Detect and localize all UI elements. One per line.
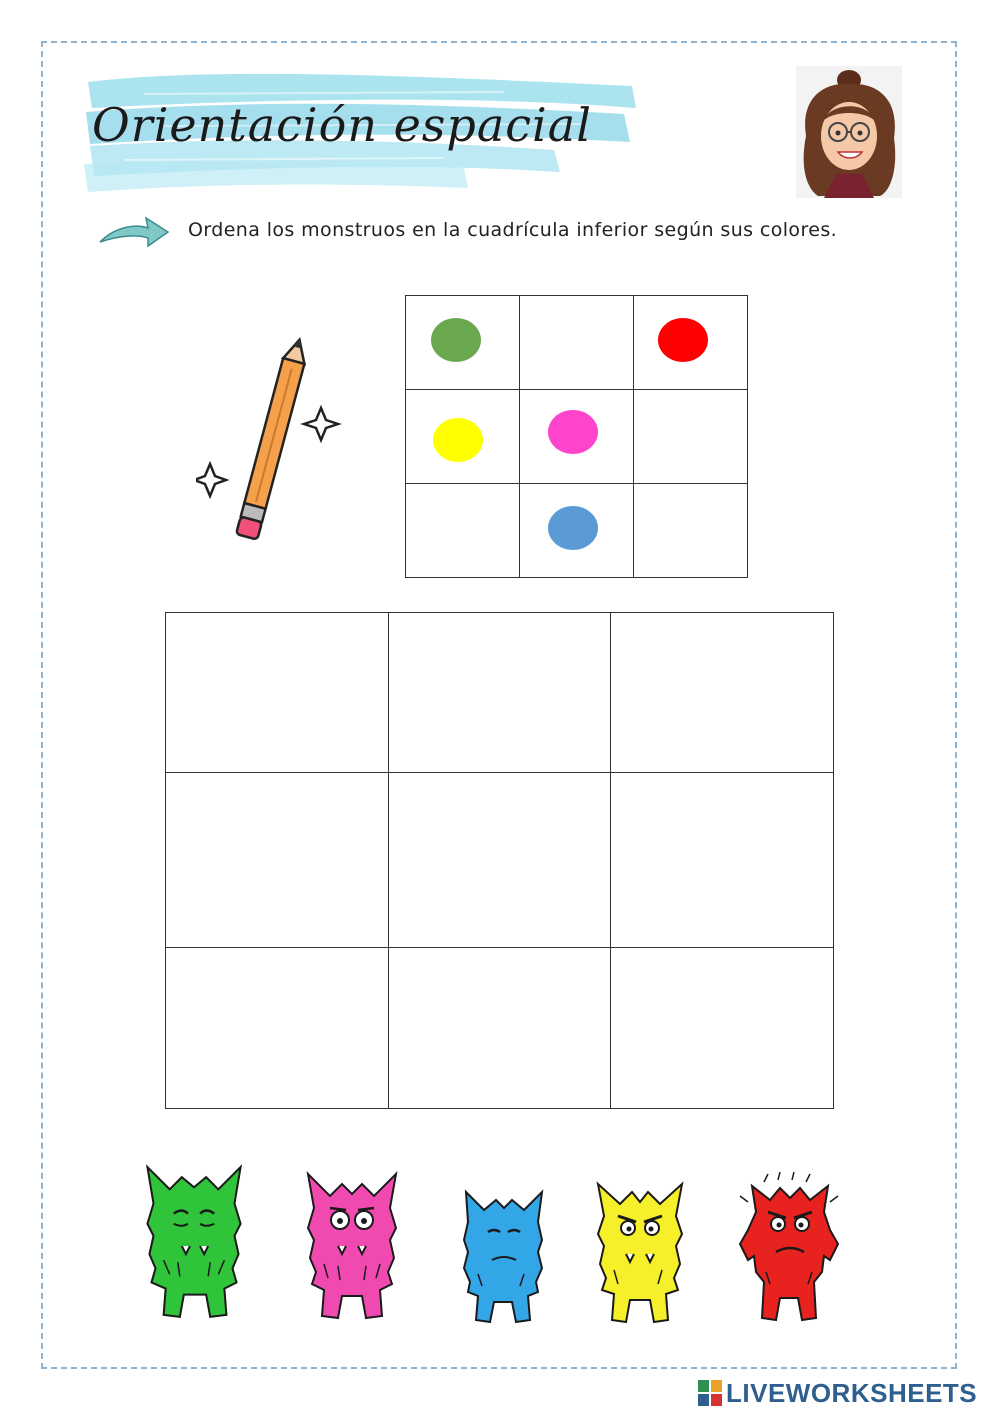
pencil-icon [196,336,346,556]
drop-cell-r2c2[interactable] [388,773,611,948]
blue-monster[interactable] [458,1188,548,1326]
key-cell [634,390,748,484]
key-cell [634,484,748,578]
key-cell [520,390,634,484]
yellow-dot [433,418,483,462]
drop-cell-r3c2[interactable] [388,948,611,1109]
drop-cell-r2c3[interactable] [611,773,834,948]
key-cell [406,390,520,484]
drop-cell-r1c1[interactable] [166,613,389,773]
green-monster[interactable] [143,1163,245,1325]
footer-brand: LIVEWORKSHEETS [726,1377,978,1408]
drop-cell-r3c3[interactable] [611,948,834,1109]
red-dot [658,318,708,362]
key-cell [406,484,520,578]
key-cell [520,296,634,390]
instruction-text: Ordena los monstruos en la cuadrícula inferior según sus colores. [188,219,838,241]
liveworksheets-mark-icon [698,1380,722,1406]
key-cell [520,484,634,578]
drop-cell-r1c2[interactable] [388,613,611,773]
arrow-right-icon [96,212,172,252]
pink-dot [548,410,598,454]
drop-cell-r2c1[interactable] [166,773,389,948]
key-cell [406,296,520,390]
page-title: Orientación espacial [92,98,592,152]
yellow-monster[interactable] [594,1178,686,1326]
drop-cell-r1c3[interactable] [611,613,834,773]
answer-grid [165,612,834,1109]
pink-monster[interactable] [302,1168,402,1324]
key-cell [634,296,748,390]
red-monster[interactable] [734,1172,846,1326]
color-key-grid [405,295,748,578]
green-dot [431,318,481,362]
teacher-avatar [796,66,902,198]
drop-cell-r3c1[interactable] [166,948,389,1109]
liveworksheets-logo [698,1376,977,1410]
blue-dot [548,506,598,550]
